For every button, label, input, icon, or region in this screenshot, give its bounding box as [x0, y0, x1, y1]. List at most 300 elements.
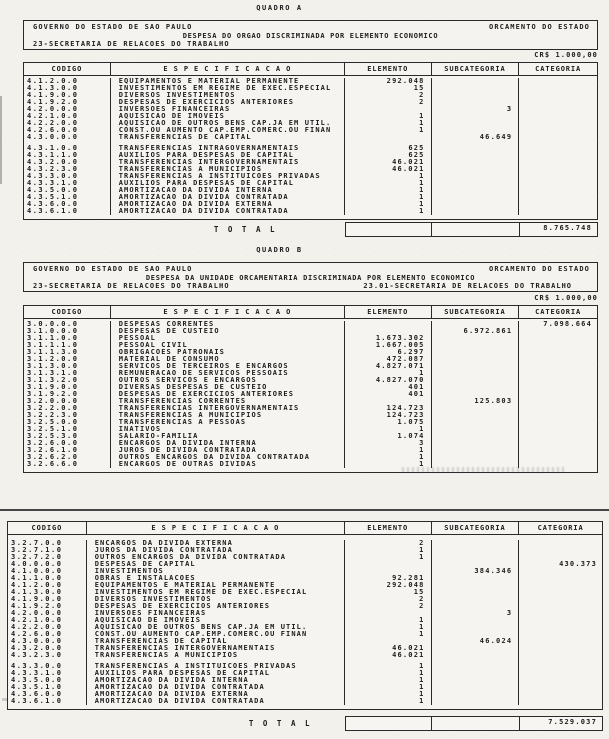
- table-row: [24, 405, 597, 412]
- cell-code: 3.2.6.0.0: [24, 440, 111, 447]
- cell-desc: AMORTIZACAO DA DIVIDA CONTRATADA: [87, 698, 345, 705]
- cell-code: 4.2.6.0.0: [8, 631, 87, 638]
- cell-cat: [519, 363, 597, 370]
- cell-desc: TRANSFERENCIAS INTERGOVERNAMENTAIS: [87, 645, 345, 652]
- table-row: [24, 78, 597, 85]
- cell-desc: TRANSFERENCIAS A MUNICIPIOS: [87, 652, 345, 659]
- cell-code: 4.3.3.0.0: [8, 663, 87, 670]
- cell-code: 3.2.6.6.0: [24, 461, 111, 468]
- cell-cat: [519, 99, 597, 106]
- cell-sub: 384.346: [432, 568, 520, 575]
- cell-code: 4.2.1.0.0: [8, 617, 87, 624]
- table-row: [24, 377, 597, 384]
- cell-el: 46.021: [345, 652, 432, 659]
- cell-code: 3.1.0.0.0: [24, 328, 111, 335]
- cell-sub: [432, 426, 520, 433]
- cell-el: 1.667.005: [345, 342, 432, 349]
- cell-sub: [432, 152, 520, 159]
- cell-desc: PESSOAL: [111, 335, 345, 342]
- quadro-a-header-box: [23, 20, 598, 50]
- org-name: GOVERNO DO ESTADO DE SAO PAULO: [33, 265, 193, 273]
- cell-cat: [519, 173, 597, 180]
- cell-sub: [432, 596, 520, 603]
- table-row: [24, 321, 597, 328]
- cell-desc: TRANSFERENCIAS CORRENTES: [111, 398, 345, 405]
- cell-cat: [519, 384, 597, 391]
- quadro-b-title: QUADRO B: [256, 246, 303, 254]
- cell-el: 1: [345, 120, 432, 127]
- cell-el: [345, 398, 432, 405]
- table-row: [24, 85, 597, 92]
- cell-desc: DESPESAS DE EXERCICIOS ANTERIORES: [87, 603, 345, 610]
- total-box: [345, 716, 603, 731]
- table-body: [8, 535, 602, 709]
- cell-desc: AQUISICAO DE IMOVEIS: [87, 617, 345, 624]
- cell-cat: [519, 582, 602, 589]
- cell-el: 472.087: [345, 356, 432, 363]
- table-row: [8, 617, 602, 624]
- cell-code: 4.1.0.0.0: [8, 568, 87, 575]
- cell-code: 4.1.2.0.0: [8, 582, 87, 589]
- cell-sub: [432, 419, 520, 426]
- cell-cat: [519, 201, 597, 208]
- cell-cat: [519, 426, 597, 433]
- cell-code: 4.1.9.2.0: [24, 99, 111, 106]
- cell-cat: [519, 568, 602, 575]
- cell-desc: AQUISICAO DE OUTROS BENS CAP.JA EM UTIL.: [111, 120, 345, 127]
- cell-sub: [432, 356, 520, 363]
- cell-cat: [519, 617, 602, 624]
- table-row: [24, 412, 597, 419]
- table-row: [8, 691, 602, 698]
- cell-cat: [519, 670, 602, 677]
- cell-cat: [519, 335, 597, 342]
- cell-cat: [519, 180, 597, 187]
- cell-cat: [519, 377, 597, 384]
- cell-el: 6.297: [345, 349, 432, 356]
- cell-el: 4.827.070: [345, 377, 432, 384]
- cell-cat: [519, 92, 597, 99]
- cell-desc: OBRIGACOES PATRONAIS: [111, 349, 345, 356]
- cell-sub: [432, 384, 520, 391]
- cell-desc: PESSOAL CIVIL: [111, 342, 345, 349]
- cell-el: 1: [345, 677, 432, 684]
- column-header-subcategoria: SUBCATEGORIA: [432, 306, 520, 318]
- cell-cat: [519, 78, 597, 85]
- table-row: [24, 99, 597, 106]
- cell-cat: [519, 454, 597, 461]
- cell-sub: [432, 127, 520, 134]
- table-row: [24, 328, 597, 335]
- table-body: [24, 319, 597, 472]
- cell-el: [345, 328, 432, 335]
- cell-cat: [519, 208, 597, 215]
- table-row: [8, 610, 602, 617]
- table-row: [8, 561, 602, 568]
- cell-desc: DESPESAS DE CAPITAL: [87, 561, 345, 568]
- cell-sub: [432, 561, 520, 568]
- table-row: [24, 370, 597, 377]
- cell-el: 15: [345, 589, 432, 596]
- cell-sub: [432, 547, 520, 554]
- cell-el: 1.673.302: [345, 335, 432, 342]
- table-row: [24, 335, 597, 342]
- total-label: T O T A L: [248, 719, 312, 728]
- cell-sub: [432, 554, 520, 561]
- cell-cat: [519, 145, 597, 152]
- table-row: [8, 582, 602, 589]
- cell-code: 4.2.1.0.0: [24, 113, 111, 120]
- cell-desc: AMORTIZACAO DA DIVIDA INTERNA: [111, 187, 345, 194]
- column-header-row: [24, 306, 597, 319]
- cell-el: [345, 321, 432, 328]
- quadro-a-title: QUADRO A: [256, 4, 303, 12]
- cell-cat: 430.373: [559, 561, 597, 568]
- cell-el: 92.281: [345, 575, 432, 582]
- table-row: [24, 127, 597, 134]
- cell-el: 1: [345, 208, 432, 215]
- cell-el: 1.075: [345, 419, 432, 426]
- table-row: [24, 391, 597, 398]
- cell-sub: [432, 194, 520, 201]
- cell-code: 4.1.9.0.0: [24, 92, 111, 99]
- cell-sub: [432, 120, 520, 127]
- cell-code: 4.3.6.0.0: [24, 201, 111, 208]
- table-row: [24, 180, 597, 187]
- cell-desc: INVERSOES FINANCEIRAS: [111, 106, 345, 113]
- cell-desc: AMORTIZACAO DA DIVIDA CONTRATADA: [111, 194, 345, 201]
- column-header-elemento: ELEMENTO: [345, 306, 432, 318]
- cell-el: 4.827.071: [345, 363, 432, 370]
- table-row: [8, 670, 602, 677]
- cell-code: 3.2.7.1.0: [8, 547, 87, 554]
- table-row: [8, 603, 602, 610]
- cell-sub: 46.649: [432, 134, 520, 141]
- cell-desc: DESPESAS DE EXERCICIOS ANTERIORES: [111, 99, 345, 106]
- cell-cat: [519, 370, 597, 377]
- table-row: [24, 134, 597, 141]
- column-header-categoria: CATEGORIA: [535, 308, 582, 316]
- cell-sub: [432, 342, 520, 349]
- table-row: [24, 419, 597, 426]
- cell-sub: 3: [432, 610, 520, 617]
- report-subtitle: DESPESA DA UNIDADE ORCAMENTARIA DISCRIMINADA POR ELEMENTO ECONOMICO: [145, 273, 476, 282]
- cell-el: 1: [345, 670, 432, 677]
- cell-desc: TRANSFERENCIAS INTERGOVERNAMENTAIS: [111, 405, 345, 412]
- cell-code: 4.2.0.0.0: [24, 106, 111, 113]
- cell-desc: AMORTIZACAO DA DIVIDA CONTRATADA: [111, 208, 345, 215]
- cell-desc: AMORTIZACAO DA DIVIDA CONTRATADA: [87, 684, 345, 691]
- cell-desc: SALARIO-FAMILIA: [111, 433, 345, 440]
- column-header-codigo: CODIGO: [24, 63, 111, 75]
- cell-code: 3.0.0.0.0: [24, 321, 111, 328]
- cell-code: 4.3.2.3.0: [8, 652, 87, 659]
- cell-sub: [432, 377, 520, 384]
- cell-desc: AUXILIOS PARA DESPESAS DE CAPITAL: [111, 152, 345, 159]
- cell-cat: [519, 152, 597, 159]
- cell-code: 3.2.5.3.0: [24, 433, 111, 440]
- cell-code: 3.1.9.2.0: [24, 391, 111, 398]
- cell-el: 124.723: [345, 405, 432, 412]
- cell-el: 1: [345, 684, 432, 691]
- cell-sub: [432, 645, 520, 652]
- cell-el: 1: [345, 127, 432, 134]
- cell-el: [345, 106, 432, 113]
- table-row: [24, 454, 597, 461]
- cell-code: 4.3.2.0.0: [24, 159, 111, 166]
- cell-el: [345, 561, 432, 568]
- column-header-subcategoria: SUBCATEGORIA: [432, 63, 520, 75]
- cell-code: 4.2.2.0.0: [8, 624, 87, 631]
- cell-el: 46.021: [345, 166, 432, 173]
- table-row: [24, 384, 597, 391]
- cell-code: 3.2.7.0.0: [8, 540, 87, 547]
- report-subtitle: DESPESA DO ORGAO DISCRIMINADA POR ELEMENTO ECONOMICO: [182, 31, 439, 40]
- table-row: [24, 426, 597, 433]
- cell-sub: 46.024: [432, 638, 520, 645]
- table-row: [8, 663, 602, 670]
- column-header-elemento: ELEMENTO: [345, 522, 432, 534]
- cell-desc: TRANSFERENCIAS A PESSOAS: [111, 419, 345, 426]
- cell-code: 3.1.1.0.0: [24, 335, 111, 342]
- cell-code: 4.1.9.0.0: [8, 596, 87, 603]
- cell-cat: [519, 691, 602, 698]
- cell-code: 4.3.2.3.0: [24, 166, 111, 173]
- cell-code: 3.1.1.3.0: [24, 349, 111, 356]
- cell-sub: [432, 349, 520, 356]
- column-header-subcategoria: SUBCATEGORIA: [432, 522, 520, 534]
- cell-desc: CONST.OU AUMENTO CAP.EMP.COMERC.OU FINAN: [87, 631, 345, 638]
- cell-sub: [432, 145, 520, 152]
- cell-sub: [432, 652, 520, 659]
- cell-cat: [519, 166, 597, 173]
- cell-el: 3: [345, 440, 432, 447]
- cell-sub: 6.972.861: [432, 328, 520, 335]
- cell-desc: REMUNERACAO DE SERVICOS PESSOAIS: [111, 370, 345, 377]
- cell-sub: [432, 540, 520, 547]
- cell-cat: [519, 698, 602, 705]
- cell-cat: [519, 677, 602, 684]
- cell-sub: [432, 684, 520, 691]
- cell-sub: [432, 180, 520, 187]
- quadro-b-table: [23, 305, 598, 473]
- cell-code: 4.1.3.0.0: [24, 85, 111, 92]
- cell-code: 4.3.2.0.0: [8, 645, 87, 652]
- cell-el: 1: [345, 663, 432, 670]
- table-row: [24, 433, 597, 440]
- budget-scope-label: ORCAMENTO DO ESTADO: [489, 265, 590, 273]
- cell-cat: [519, 113, 597, 120]
- total-elemento-cell: [346, 717, 432, 730]
- table-row: [24, 173, 597, 180]
- cell-sub: [432, 78, 520, 85]
- cell-el: 1: [345, 454, 432, 461]
- table-row: [8, 652, 602, 659]
- cell-desc: AUXILIOS PARA DESPESAS DE CAPITAL: [87, 670, 345, 677]
- cell-el: 2: [345, 596, 432, 603]
- table-row: [8, 631, 602, 638]
- cell-sub: [432, 335, 520, 342]
- cell-code: 4.1.9.2.0: [8, 603, 87, 610]
- cell-el: 1: [345, 201, 432, 208]
- cell-cat: [519, 85, 597, 92]
- cell-sub: [432, 92, 520, 99]
- cell-code: 3.2.0.0.0: [24, 398, 111, 405]
- cell-cat: [519, 596, 602, 603]
- cell-code: 4.3.6.1.0: [8, 698, 87, 705]
- table-row: [24, 152, 597, 159]
- total-subcategoria-cell: [432, 717, 520, 730]
- table-row: [24, 187, 597, 194]
- total-subcategoria-cell: [432, 223, 520, 236]
- column-header-codigo: CODIGO: [8, 522, 87, 534]
- cell-el: 46.021: [345, 159, 432, 166]
- cell-desc: OUTROS SERVICOS E ENCARGOS: [111, 377, 345, 384]
- cell-code: 4.1.1.0.0: [8, 575, 87, 582]
- cell-cat: [519, 610, 602, 617]
- table-row: [24, 208, 597, 215]
- quadro-b-continuation-table: [7, 521, 603, 710]
- column-header-categoria: CATEGORIA: [537, 524, 584, 532]
- cell-sub: [432, 617, 520, 624]
- cell-cat: [519, 419, 597, 426]
- cell-desc: AUXILIOS PARA DESPESAS DE CAPITAL: [111, 180, 345, 187]
- cell-code: 3.1.3.2.0: [24, 377, 111, 384]
- cell-el: 15: [345, 85, 432, 92]
- cell-code: 4.2.2.0.0: [24, 120, 111, 127]
- cell-cat: [519, 194, 597, 201]
- cell-code: 4.1.3.0.0: [8, 589, 87, 596]
- total-box: [345, 222, 598, 237]
- cell-sub: [432, 454, 520, 461]
- table-row: [24, 145, 597, 152]
- cell-cat: [519, 398, 597, 405]
- cell-sub: [432, 173, 520, 180]
- table-row: [24, 398, 597, 405]
- cell-el: 292.048: [345, 78, 432, 85]
- currency-note: CR$ 1.000,00: [534, 294, 598, 302]
- cell-sub: [432, 663, 520, 670]
- cell-sub: [432, 677, 520, 684]
- cell-sub: [432, 363, 520, 370]
- cell-code: 3.1.3.0.0: [24, 363, 111, 370]
- cell-cat: [519, 638, 602, 645]
- table-row: [24, 194, 597, 201]
- cell-desc: DIVERSAS DESPESAS DE CUSTEIO: [111, 384, 345, 391]
- cell-sub: [432, 670, 520, 677]
- cell-cat: [519, 603, 602, 610]
- table-row: [24, 106, 597, 113]
- cell-cat: [519, 356, 597, 363]
- cell-desc: ENCARGOS DE OUTRAS DIVIDAS: [111, 461, 345, 468]
- cell-desc: INVESTIMENTOS EM REGIME DE EXEC.ESPECIAL: [87, 589, 345, 596]
- cell-el: 1: [345, 631, 432, 638]
- column-header-especificacao: E S P E C I F I C A C A O: [111, 306, 345, 318]
- cell-desc: DESPESAS DE CUSTEIO: [111, 328, 345, 335]
- cell-desc: OBRAS E INSTALACOES: [87, 575, 345, 582]
- cell-desc: TRANSFERENCIAS DE CAPITAL: [111, 134, 345, 141]
- cell-el: [345, 134, 432, 141]
- page-separator: [0, 509, 609, 511]
- column-header-categoria: CATEGORIA: [535, 65, 582, 73]
- cell-code: 4.2.0.0.0: [8, 610, 87, 617]
- cell-el: 625: [345, 152, 432, 159]
- cell-el: 1: [345, 370, 432, 377]
- column-header-elemento: ELEMENTO: [345, 63, 432, 75]
- cell-desc: TRANSFERENCIAS A MUNICIPIOS: [111, 412, 345, 419]
- cell-el: 1: [345, 113, 432, 120]
- currency-note: CR$ 1.000,00: [534, 51, 598, 59]
- cell-el: 1: [345, 698, 432, 705]
- cell-code: 4.3.1.1.0: [24, 152, 111, 159]
- quadro-b-total-row: [7, 716, 603, 731]
- cell-cat: [519, 127, 597, 134]
- cell-desc: TRANSFERENCIAS A INSTITUICOES PRIVADAS: [87, 663, 345, 670]
- cell-sub: [432, 433, 520, 440]
- cell-cat: [519, 134, 597, 141]
- cell-cat: [519, 547, 602, 554]
- cell-sub: [432, 391, 520, 398]
- cell-code: 3.2.5.0.0: [24, 419, 111, 426]
- cell-code: 4.3.3.1.0: [8, 670, 87, 677]
- cell-cat: [519, 440, 597, 447]
- cell-el: 2: [345, 92, 432, 99]
- cell-cat: [519, 575, 602, 582]
- cell-cat: [519, 684, 602, 691]
- table-row: [8, 624, 602, 631]
- table-row: [24, 363, 597, 370]
- cell-code: 3.1.9.0.0: [24, 384, 111, 391]
- cell-code: 4.1.2.0.0: [24, 78, 111, 85]
- cell-cat: [519, 631, 602, 638]
- cell-el: 1: [345, 624, 432, 631]
- cell-sub: [432, 624, 520, 631]
- table-row: [8, 568, 602, 575]
- cell-cat: [519, 342, 597, 349]
- cell-code: 4.3.3.0.0: [24, 173, 111, 180]
- table-row: [24, 113, 597, 120]
- cell-desc: JUROS DE DIVIDA CONTRATADA: [111, 447, 345, 454]
- quadro-a-table: [23, 62, 598, 220]
- cell-code: 3.2.2.3.0: [24, 412, 111, 419]
- cell-desc: DIVERSOS INVESTIMENTOS: [87, 596, 345, 603]
- cell-el: 124.723: [345, 412, 432, 419]
- cell-desc: ENCARGOS DA DIVIDA INTERNA: [111, 440, 345, 447]
- cell-cat: [519, 106, 597, 113]
- cell-cat: [519, 624, 602, 631]
- cell-el: 292.048: [345, 582, 432, 589]
- cell-cat: [519, 645, 602, 652]
- unit-label: 23.01-SECRETARIA DE RELACOES DO TRABALHO: [363, 282, 572, 290]
- cell-code: 4.3.3.1.0: [24, 180, 111, 187]
- cell-desc: OUTROS ENCARGOS DA DIVIDA CONTRATADA: [87, 554, 345, 561]
- quadro-a-total-row: [23, 222, 598, 237]
- cell-desc: MATERIAL DE CONSUMO: [111, 356, 345, 363]
- cell-desc: INATIVOS: [111, 426, 345, 433]
- cell-cat: [519, 159, 597, 166]
- cell-code: 4.2.6.0.0: [24, 127, 111, 134]
- cell-code: 3.2.6.2.0: [24, 454, 111, 461]
- cell-desc: INVERSOES FINANCEIRAS: [87, 610, 345, 617]
- cell-desc: AQUISICAO DE OUTROS BENS CAP.JA EM UTIL.: [87, 624, 345, 631]
- cell-code: 4.3.5.0.0: [8, 677, 87, 684]
- column-header-especificacao: E S P E C I F I C A C A O: [111, 63, 345, 75]
- binding-mark: [0, 96, 2, 184]
- cell-sub: [432, 201, 520, 208]
- table-row: [8, 547, 602, 554]
- cell-code: 4.3.5.1.0: [24, 194, 111, 201]
- cell-el: 401: [345, 391, 432, 398]
